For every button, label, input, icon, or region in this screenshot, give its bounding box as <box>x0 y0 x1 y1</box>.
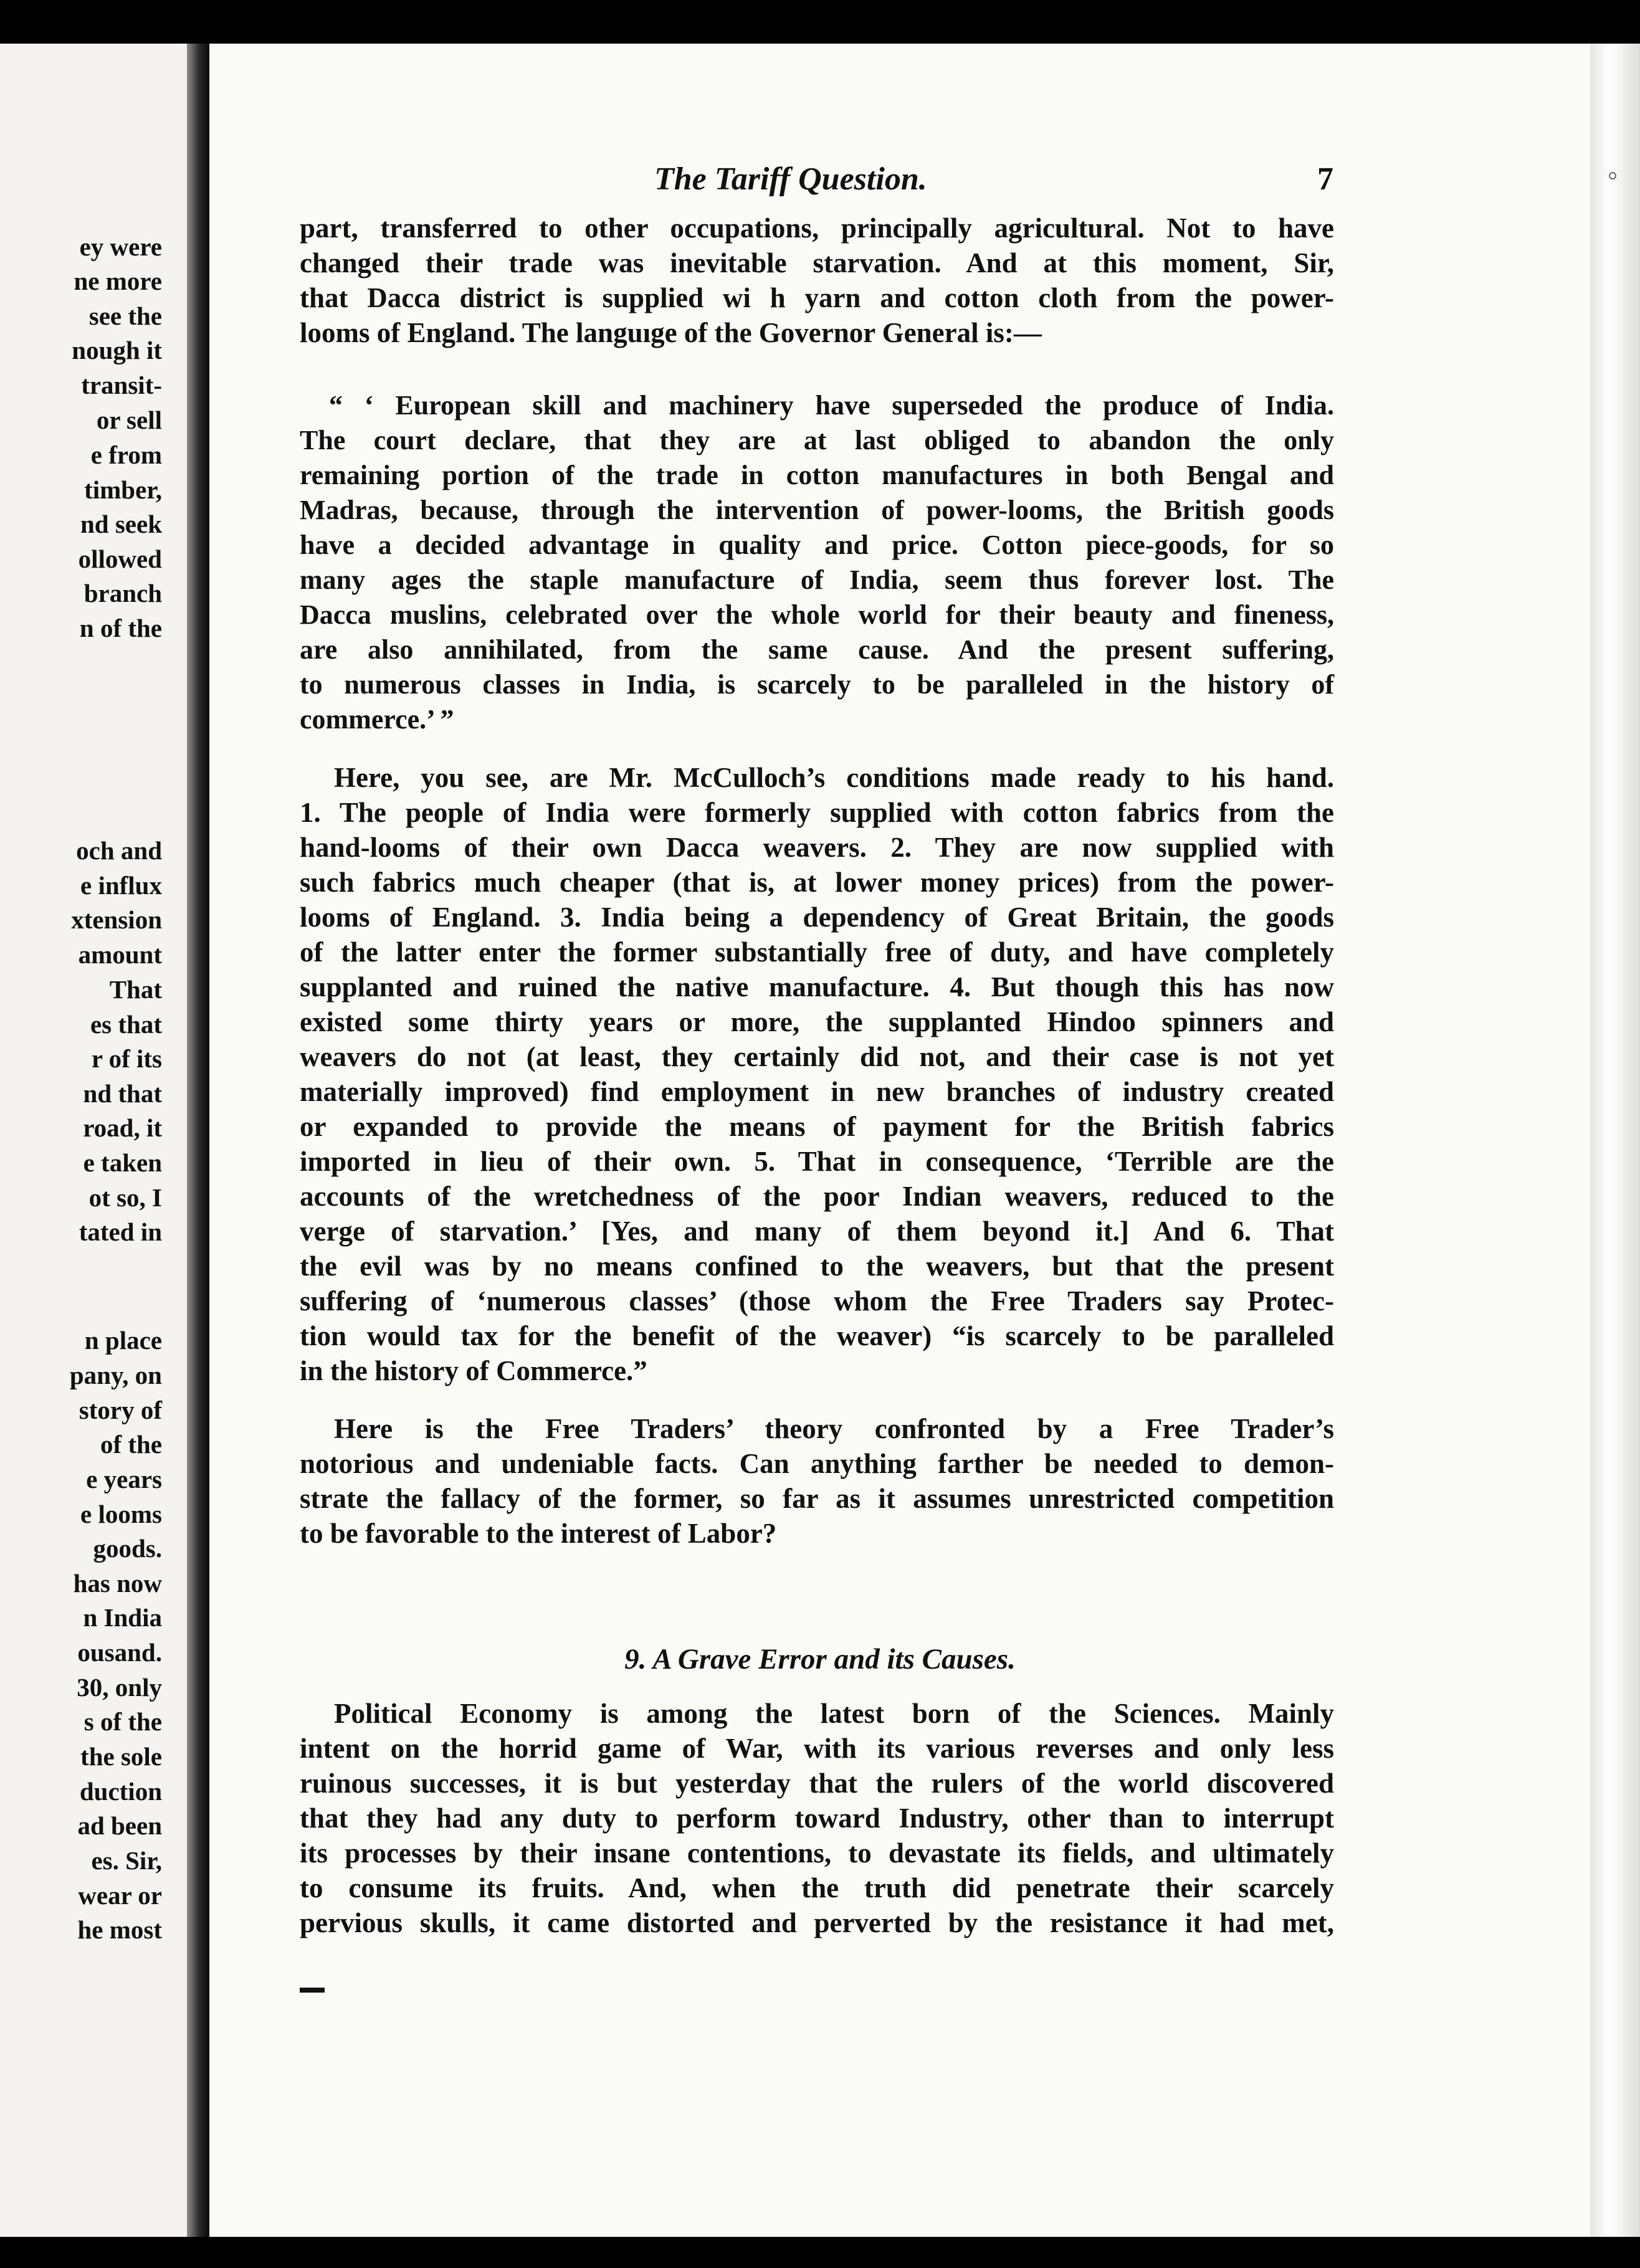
text-line: or expanded to provide the means of payment for the British fabrics <box>300 1111 1334 1142</box>
text-line: that Dacca district is supplied wi h yarn and cotton cloth from the power- <box>300 282 1334 313</box>
text-line: The court declare, that they are at last obliged to abandon the only <box>300 425 1334 455</box>
text-line: to consume its fruits. And, when the truth did penetrate their scarcely <box>300 1872 1334 1904</box>
text-line: to be favorable to the interest of Labor? <box>300 1518 777 1549</box>
left-page-fragment: ot so, I <box>88 1183 162 1212</box>
left-page-fragment: e from <box>90 441 162 469</box>
left-page-fragment: es that <box>90 1010 162 1039</box>
text-line: its processes by their insane contentions, to devastate its fields, and ultimately <box>300 1837 1334 1869</box>
text-line: Madras, because, through the intervention of power-looms, the British goods <box>300 495 1334 525</box>
text-line: part, transferred to other occupations, principally agricultural. Not to have <box>300 212 1334 244</box>
left-page-fragment: see the <box>88 302 162 330</box>
left-page-fragment: duction <box>79 1777 162 1806</box>
text-line: looms of England. The languıge of the Governor General is:— <box>300 317 1042 348</box>
left-page <box>0 44 187 2237</box>
left-page-fragment: or sell <box>96 406 162 434</box>
left-page-fragment: nough it <box>72 336 162 364</box>
left-page-fragment: e influx <box>80 871 162 900</box>
text-line: strate the fallacy of the former, so far as it assumes unrestricted competition <box>300 1483 1334 1514</box>
left-page-fragment: timber, <box>84 475 162 504</box>
left-page-fragment: n place <box>84 1326 162 1355</box>
page-edge <box>1590 44 1640 2237</box>
left-page-fragment: wear or <box>78 1881 162 1910</box>
left-page-fragment: the sole <box>80 1742 162 1771</box>
text-line: remaining portion of the trade in cotton manufactures in both Bengal and <box>300 460 1334 490</box>
left-page-fragment: e looms <box>80 1500 162 1528</box>
book-gutter <box>187 44 209 2237</box>
left-page-fragment: branch <box>83 579 162 608</box>
text-line: tion would tax for the benefit of the weaver) “is scarcely to be paralleled <box>300 1320 1334 1351</box>
text-line: pervious skulls, it came distorted and perverted by the resistance it had met, <box>300 1907 1334 1938</box>
left-page-fragment: s of the <box>83 1707 162 1736</box>
left-page-fragment: tated in <box>79 1217 162 1246</box>
text-line: are also annihilated, from the same cause. And the present suffering, <box>300 634 1334 665</box>
text-line: intent on the horrid game of War, with its various reverses and only less <box>300 1733 1334 1764</box>
text-line: changed their trade was inevitable starvation. And at this moment, Sir, <box>300 247 1334 279</box>
left-page-fragment: has now <box>73 1569 162 1598</box>
text-line: of the latter enter the former substantially free of duty, and have completely <box>300 936 1334 968</box>
text-line: the evil was by no means confined to the weavers, but that the present <box>300 1251 1334 1282</box>
text-line: existed some thirty years or more, the supplanted Hindoo spinners and <box>300 1006 1334 1037</box>
text-line: “ ‘ European skill and machinery have superseded the produce of India. <box>329 390 1334 421</box>
left-page-fragment: story of <box>79 1396 162 1424</box>
text-line: such fabrics much cheaper (that is, at lower money prices) from the power- <box>300 867 1334 898</box>
section-heading: 9. A Grave Error and its Causes. <box>624 1643 1016 1675</box>
left-page-fragment: road, it <box>83 1113 162 1142</box>
left-page-fragment: n of the <box>79 614 162 642</box>
left-page-fragment: nd that <box>83 1079 162 1108</box>
text-line: accounts of the wretchedness of the poor Indian weavers, reduced to the <box>300 1181 1334 1212</box>
text-line: suffering of ‘numerous classes’ (those whom the Free Traders say Protec- <box>300 1285 1334 1317</box>
text-line: ruinous successes, it is but yesterday that the rulers of the world discovered <box>300 1768 1334 1799</box>
left-page-fragment: That <box>109 975 162 1004</box>
text-line: commerce.’ ” <box>300 704 454 735</box>
running-head: The Tariff Question. <box>654 161 927 197</box>
left-page-fragment: xtension <box>71 905 162 934</box>
text-line: Here is the Free Traders’ theory confronted by a Free Trader’s <box>334 1413 1334 1444</box>
text-line: looms of England. 3. India being a dependency of Great Britain, the goods <box>300 902 1334 933</box>
text-line: verge of starvation.’ [Yes, and many of them beyond it.] And 6. That <box>300 1216 1334 1247</box>
binding-hole-icon <box>1609 172 1616 179</box>
text-line: supplanted and ruined the native manufacture. 4. But though this has now <box>300 971 1334 1003</box>
left-page-fragment: r of its <box>91 1044 162 1073</box>
left-page-fragment: nd seek <box>80 510 162 538</box>
left-page-fragment: 30, only <box>77 1673 162 1702</box>
text-line: Here, you see, are Mr. McCulloch’s conditions made ready to his hand. <box>334 762 1334 793</box>
left-page-fragment: ousand. <box>77 1638 162 1667</box>
left-page-fragment: e years <box>86 1465 162 1494</box>
text-line: hand-looms of their own Dacca weavers. 2. They are now supplied with <box>300 832 1334 863</box>
text-line: in the history of Commerce.” <box>300 1355 647 1386</box>
left-page-fragment: goods. <box>93 1534 162 1563</box>
left-page-fragment: ne more <box>74 267 162 295</box>
left-page-fragment: ey were <box>79 232 162 261</box>
left-page-fragment: es. Sir, <box>91 1846 162 1875</box>
text-line: notorious and undeniable facts. Can anything farther be needed to demon- <box>300 1448 1334 1479</box>
left-page-fragment: of the <box>100 1430 162 1459</box>
catchword-dash <box>300 1988 325 1993</box>
left-page-fragment: amount <box>78 940 162 969</box>
text-line: have a decided advantage in quality and price. Cotton piece-goods, for so <box>300 530 1334 560</box>
page-number: 7 <box>1317 161 1333 197</box>
left-page-fragment: n India <box>83 1603 162 1632</box>
text-line: Dacca muslins, celebrated over the whole world for their beauty and fineness, <box>300 599 1334 630</box>
left-page-fragment: he most <box>77 1915 162 1944</box>
text-line: that they had any duty to perform toward Industry, other than to interrupt <box>300 1803 1334 1834</box>
text-line: to numerous classes in India, is scarcely to be paralleled in the history of <box>300 669 1334 700</box>
left-page-fragment: ollowed <box>78 545 162 573</box>
left-page-fragment: transit- <box>81 371 162 399</box>
left-page-fragment: e taken <box>83 1148 162 1177</box>
text-line: many ages the staple manufacture of India, seem thus forever lost. The <box>300 565 1334 595</box>
text-line: materially improved) find employment in new branches of industry created <box>300 1076 1334 1107</box>
text-line: weavers do not (at least, they certainly did not, and their case is not yet <box>300 1041 1334 1072</box>
text-line: 1. The people of India were formerly supplied with cotton fabrics from the <box>300 797 1334 828</box>
left-page-fragment: pany, on <box>69 1361 162 1389</box>
left-page-fragment: och and <box>76 836 162 865</box>
left-page-fragment: ad been <box>77 1811 162 1840</box>
text-line: imported in lieu of their own. 5. That in consequence, ‘Terrible are the <box>300 1146 1334 1177</box>
text-line: Political Economy is among the latest born of the Sciences. Mainly <box>334 1698 1334 1729</box>
